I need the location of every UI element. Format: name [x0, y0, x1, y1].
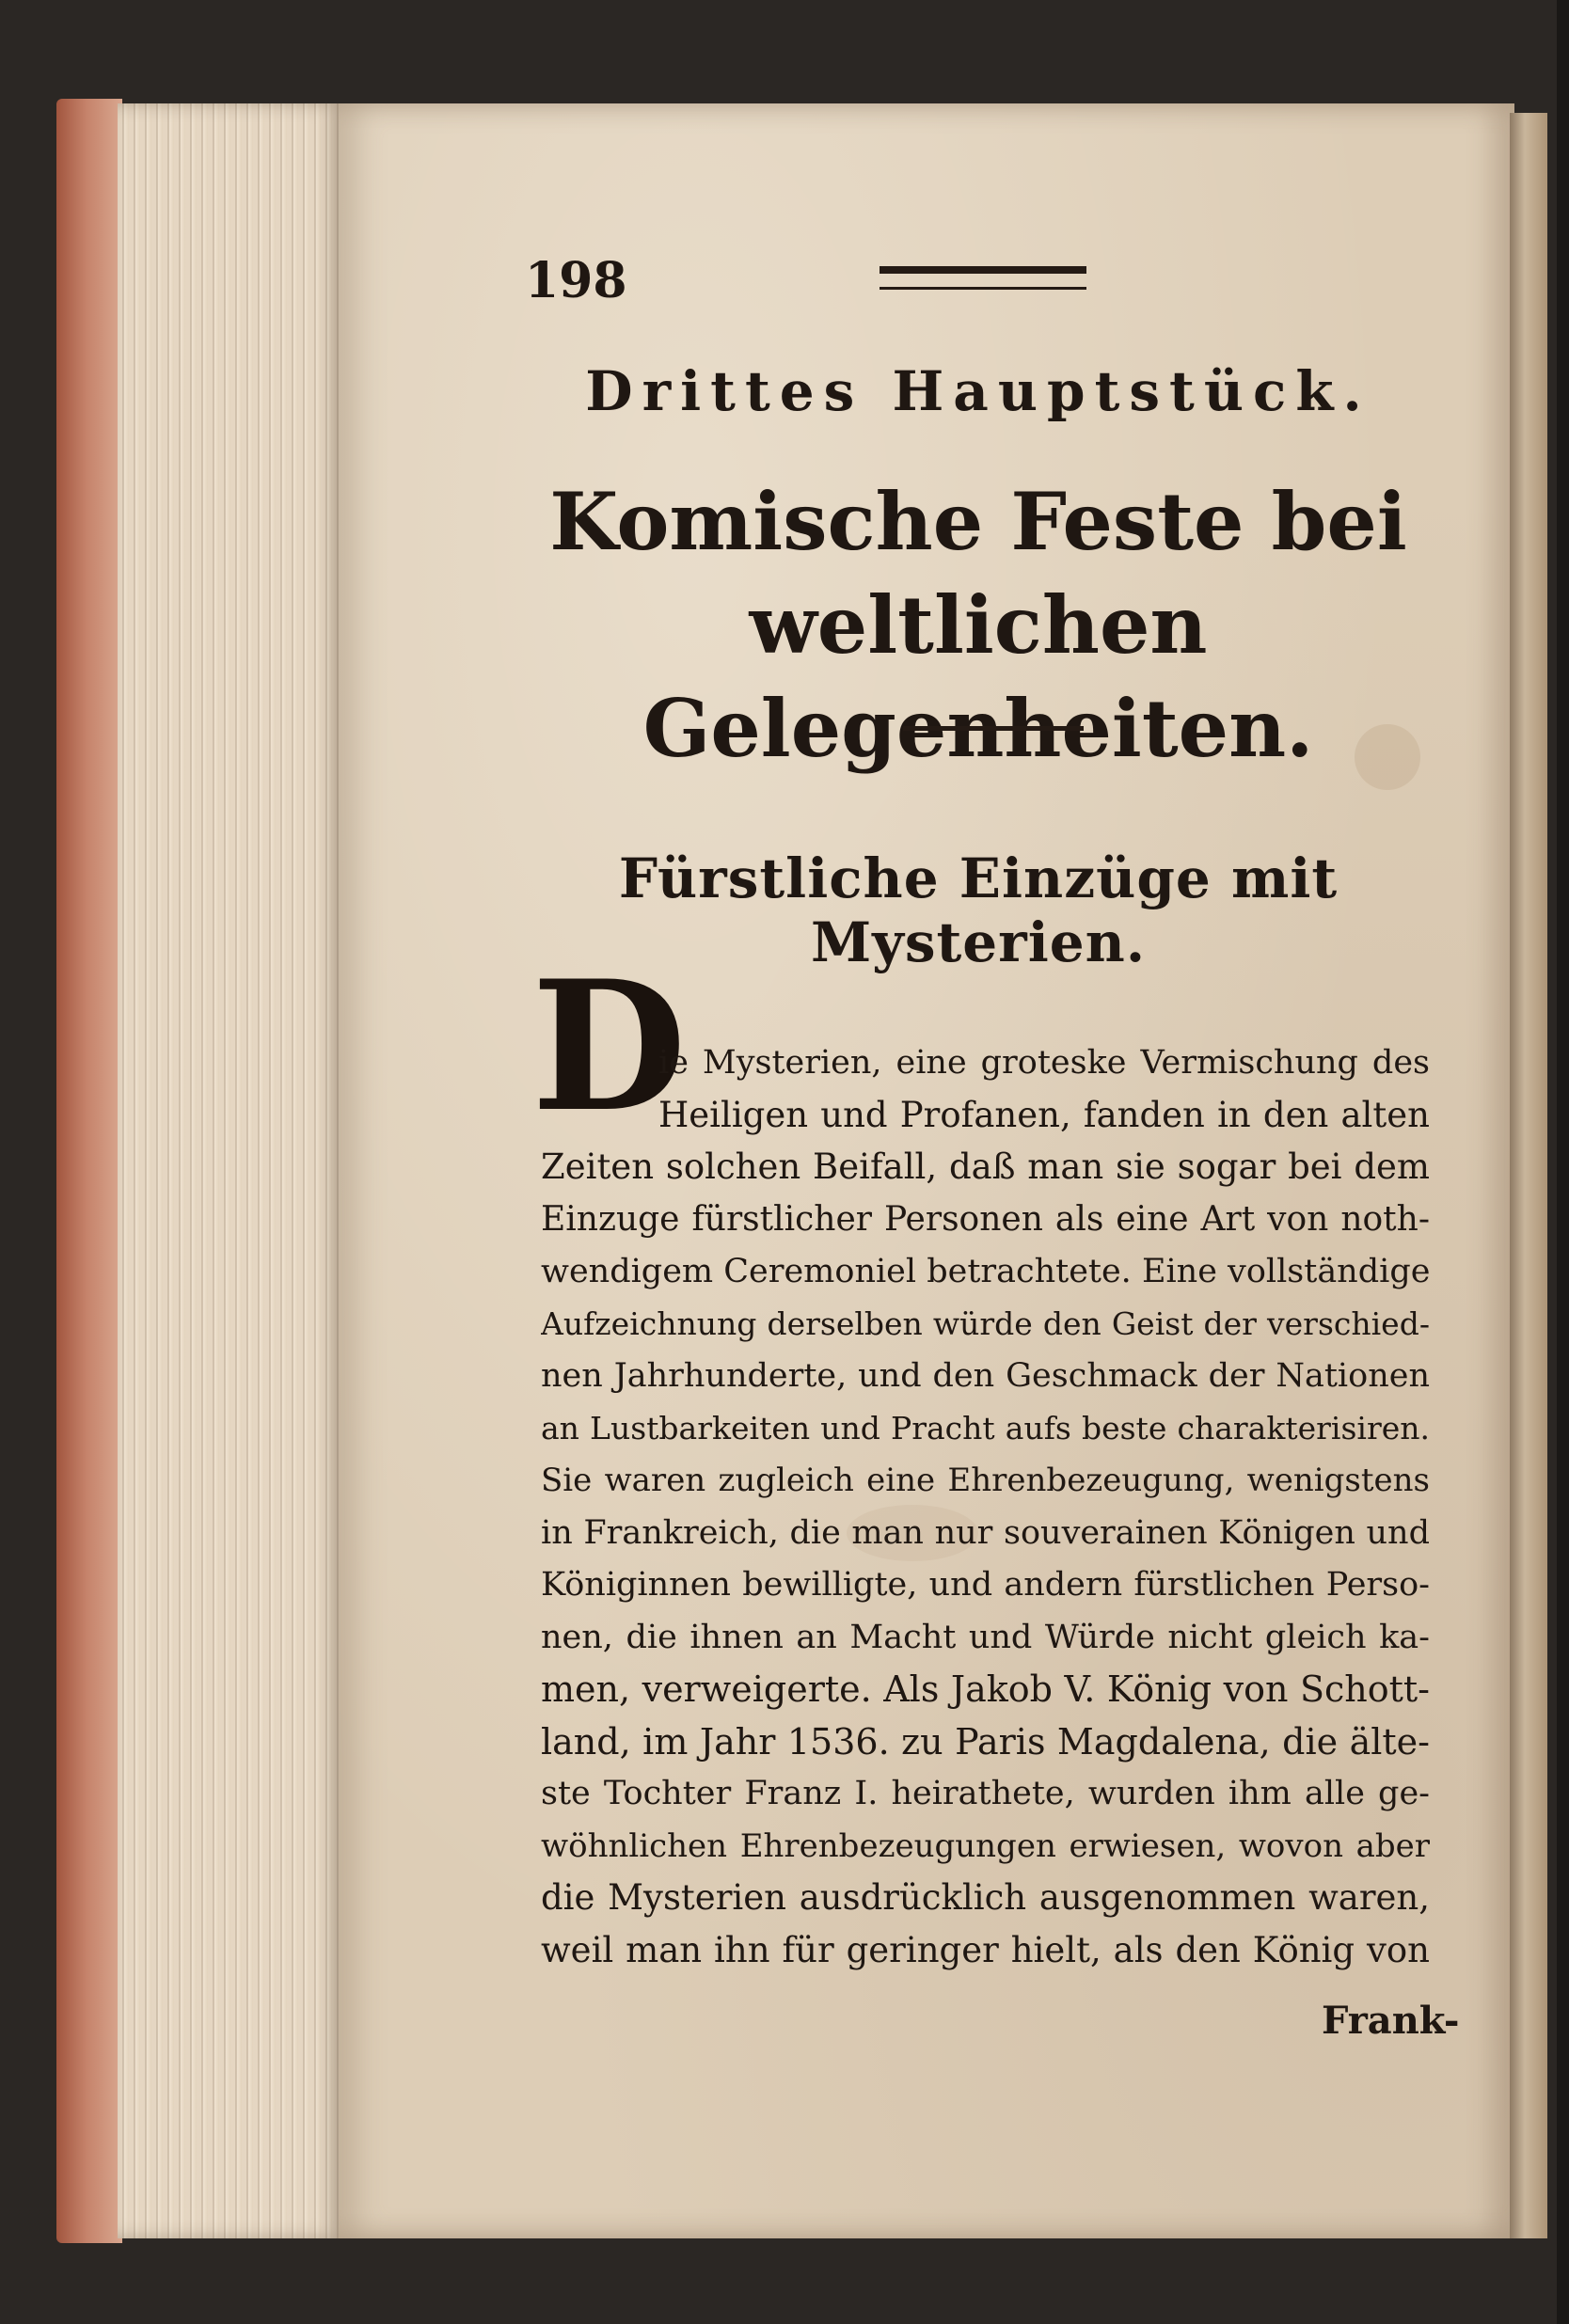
drop-cap: D: [531, 941, 687, 1151]
text-line: Königinnen bewilligte, und andern fürstlichen Perso-: [541, 1566, 1430, 1604]
text-line: ste Tochter Franz I. heirathete, wurden ihm alle ge-: [541, 1775, 1430, 1812]
text-line: an Lustbarkeiten und Pracht aufs beste charakterisiren.: [541, 1409, 1430, 1447]
text-line: die Mysterien ausdrücklich ausgenommen waren,: [541, 1877, 1430, 1918]
page-title: [508, 470, 1449, 781]
text-line: Einzuge fürstlicher Personen als eine Art von noth-: [541, 1199, 1430, 1239]
header-rule: [880, 266, 1086, 290]
text-line: Sie waren zugleich eine Ehrenbezeugung, wenigstens: [541, 1462, 1430, 1499]
book-cover-edge: [56, 99, 122, 2243]
text-line: weil man ihn für geringer hielt, als den König von: [541, 1929, 1430, 1970]
page-number: 198: [525, 252, 627, 309]
text-line: nen, die ihnen an Macht und Würde nicht gleich ka-: [541, 1618, 1430, 1656]
text-line: nen Jahrhunderte, und den Geschmack der Nationen: [541, 1357, 1430, 1395]
title-line-1: Komische Feste bei weltlichen: [549, 475, 1407, 672]
scan-border: [1557, 0, 1569, 2324]
text-line: wöhnlichen Ehrenbezeugungen erwiesen, wovon aber: [541, 1826, 1430, 1865]
text-line: Zeiten solchen Beifall, daß man sie sogar bei dem: [541, 1146, 1430, 1187]
text-line: wendigem Ceremoniel betrachtete. Eine vollständige: [541, 1253, 1430, 1290]
catchword: Frank-: [1322, 1999, 1460, 2043]
title-line-2: Gelegenheiten.: [642, 682, 1314, 775]
text-line: men, verweigerte. Als Jakob V. König von Schott-: [541, 1668, 1430, 1710]
text-line: ie Mysterien, eine groteske Vermischung des: [658, 1044, 1430, 1082]
page-stack-edge: [118, 103, 343, 2238]
text-line: Aufzeichnung derselben würde den Geist der verschied-: [541, 1304, 1430, 1342]
chapter-heading: Drittes Hauptstück.: [585, 359, 1371, 423]
text-line: land, im Jahr 1536. zu Paris Magdalena, die älte-: [541, 1720, 1430, 1763]
facing-page-edge: [1510, 113, 1547, 2238]
title-rule: [903, 726, 1084, 731]
section-heading: Fürstliche Einzüge mit Mysterien.: [618, 846, 1339, 974]
text-line: Heiligen und Profanen, fanden in den alten: [658, 1094, 1430, 1135]
text-line: in Frankreich, die man nur souverainen Königen und: [541, 1513, 1430, 1552]
